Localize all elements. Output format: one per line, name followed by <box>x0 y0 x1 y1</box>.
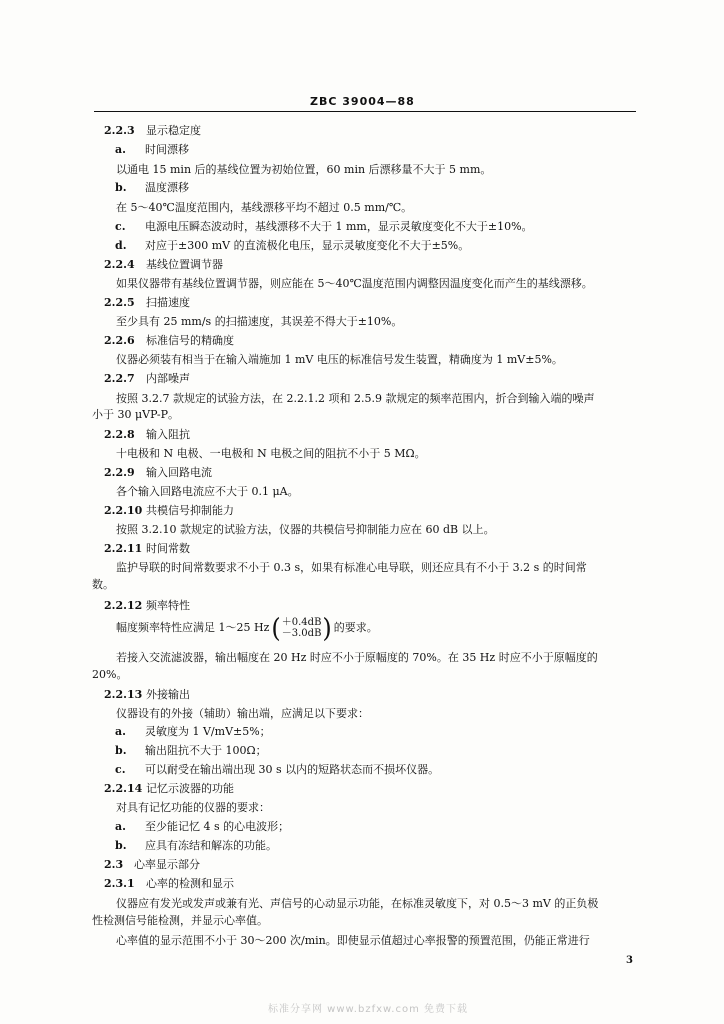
section-heading: 2.2.4 基线位置调节器 <box>104 258 223 271</box>
header-rule <box>94 111 636 112</box>
section-heading: 2.2.3 显示稳定度 <box>104 124 201 137</box>
section-heading: 2.2.8 输入阻抗 <box>104 428 190 441</box>
paragraph: 十电极和 N 电极、一电极和 N 电极之间的阻抗不小于 5 MΩ。 <box>116 447 426 460</box>
paragraph: 若接入交流滤波器，输出幅度在 20 Hz 时应不小于原幅度的 70%。在 35 Hz 时应不小于原幅度的 <box>116 651 598 664</box>
section-heading: 2.3 心率显示部分 <box>104 858 200 871</box>
paragraph: 仪器应有发光或发声或兼有光、声信号的心动显示功能，在标准灵敏度下，对 0.5～3 mV 的正负极 <box>116 897 599 910</box>
paragraph: 如果仪器带有基线位置调节器，则应能在 5～40℃温度范围内调整因温度变化而产生的基线漂移。 <box>116 277 593 290</box>
paragraph: 以通电 15 min 后的基线位置为初始位置，60 min 后漂移量不大于 5 mm。 <box>116 163 492 176</box>
paragraph: 心率值的显示范围不小于 30～200 次/min。即使显示值超过心率报警的预置范围，仍能正常进行 <box>116 934 590 947</box>
paragraph: 各个输入回路电流应不大于 0.1 μA。 <box>116 485 299 498</box>
list-item: a. 至少能记忆 4 s 的心电波形； <box>115 820 290 833</box>
paragraph: 监护导联的时间常数要求不小于 0.3 s，如果有标准心电导联，则还应具有不小于 3.2 s 的时间常 <box>116 561 587 574</box>
paragraph: 20%。 <box>92 668 128 681</box>
section-heading: 2.2.11 时间常数 <box>104 542 190 555</box>
document-header: ZBC 39004—88 <box>310 95 415 108</box>
list-item: b. 应具有冻结和解冻的功能。 <box>115 839 277 852</box>
list-item: b. 输出阻抗不大于 100Ω； <box>115 744 267 757</box>
section-heading: 2.2.9 输入回路电流 <box>104 466 212 479</box>
section-heading: 2.2.7 内部噪声 <box>104 372 190 385</box>
section-heading: 2.2.14 记忆示波器的功能 <box>104 782 234 795</box>
paragraph: 仪器设有的外接（辅助）输出端，应满足以下要求： <box>116 707 369 720</box>
paragraph: 小于 30 μVP-P。 <box>92 408 180 421</box>
section-heading: 2.2.13 外接输出 <box>104 688 190 701</box>
paragraph: 在 5～40℃温度范围内，基线漂移平均不超过 0.5 mm/℃。 <box>116 201 413 214</box>
watermark: 标准分享网 www.bzfxw.com 免费下载 <box>268 1004 468 1015</box>
frequency-response-line: 幅度频率特性应满足 1～25 Hz ( ＋0.4dB －3.0dB ) 的要求。 <box>116 612 378 644</box>
list-item: d. 对应于±300 mV 的直流极化电压，显示灵敏度变化不大于±5%。 <box>115 239 470 252</box>
paragraph: 仪器必须装有相当于在输入端施加 1 mV 电压的标准信号发生装置，精确度为 1 mV±5%。 <box>116 353 563 366</box>
list-item: a. 时间漂移 <box>115 143 189 156</box>
list-item: b. 温度漂移 <box>115 181 189 194</box>
paragraph: 数。 <box>92 578 114 591</box>
list-item: a. 灵敏度为 1 V/mV±5%； <box>115 725 271 738</box>
page-number: 3 <box>626 955 633 966</box>
section-heading: 2.2.5 扫描速度 <box>104 296 190 309</box>
paragraph: 按照 3.2.7 款规定的试验方法，在 2.2.1.2 项和 2.5.9 款规定的频率范围内，折合到输入端的噪声 <box>116 392 595 405</box>
paragraph: 按照 3.2.10 款规定的试验方法，仪器的共模信号抑制能力应在 60 dB 以上。 <box>116 523 495 536</box>
list-item: c. 电源电压瞬态波动时，基线漂移不大于 1 mm，显示灵敏度变化不大于±10%。 <box>115 220 533 233</box>
section-heading: 2.2.10 共模信号抑制能力 <box>104 504 234 517</box>
frequency-tolerance: ( ＋0.4dB －3.0dB ) <box>271 612 332 644</box>
section-heading: 2.2.6 标准信号的精确度 <box>104 334 234 347</box>
section-heading: 2.3.1 心率的检测和显示 <box>104 877 234 890</box>
list-item: c. 可以耐受在输出端出现 30 s 以内的短路状态而不损坏仪器。 <box>115 763 440 776</box>
paragraph: 对具有记忆功能的仪器的要求： <box>116 801 270 814</box>
paragraph: 至少具有 25 mm/s 的扫描速度，其误差不得大于±10%。 <box>116 315 403 328</box>
section-heading: 2.2.12 频率特性 <box>104 599 190 612</box>
paragraph: 性检测信号能检测，并显示心率值。 <box>92 914 268 927</box>
